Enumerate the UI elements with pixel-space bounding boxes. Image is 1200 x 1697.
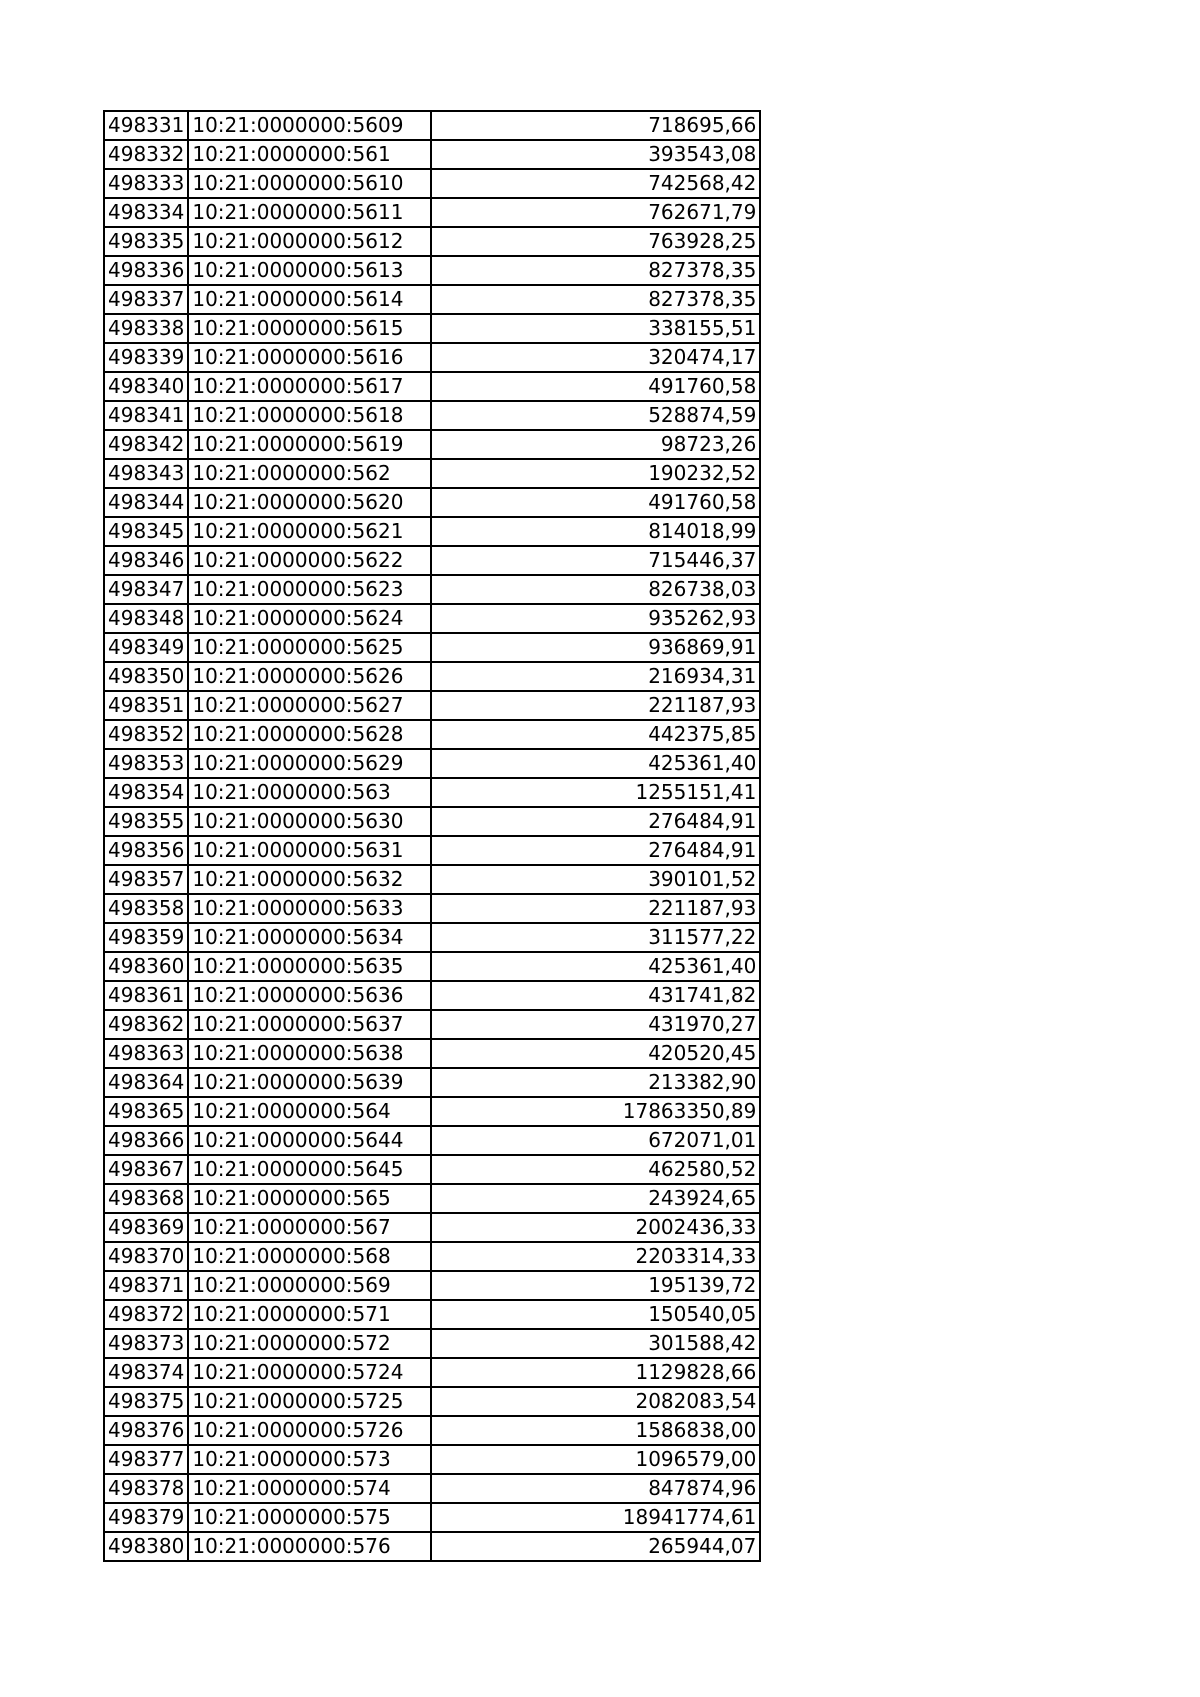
amount-cell: 1096579,00 (431, 1445, 760, 1474)
table-row (104, 952, 760, 981)
cadastral-number-cell: 10:21:0000000:5620 (188, 488, 431, 517)
table-row (104, 1242, 760, 1271)
table-row (104, 285, 760, 314)
cadastral-number-cell: 10:21:0000000:564 (188, 1097, 431, 1126)
table-row (104, 1184, 760, 1213)
cadastral-number-cell: 10:21:0000000:5637 (188, 1010, 431, 1039)
amount-cell: 936869,91 (431, 633, 760, 662)
cadastral-number-cell: 10:21:0000000:5625 (188, 633, 431, 662)
row-id-cell: 498380 (104, 1532, 188, 1561)
amount-cell: 742568,42 (431, 169, 760, 198)
amount-cell: 195139,72 (431, 1271, 760, 1300)
cadastral-number-cell: 10:21:0000000:5626 (188, 662, 431, 691)
amount-cell: 442375,85 (431, 720, 760, 749)
cadastral-number-cell: 10:21:0000000:5638 (188, 1039, 431, 1068)
amount-cell: 243924,65 (431, 1184, 760, 1213)
amount-cell: 847874,96 (431, 1474, 760, 1503)
amount-cell: 491760,58 (431, 488, 760, 517)
row-id-cell: 498346 (104, 546, 188, 575)
amount-cell: 276484,91 (431, 807, 760, 836)
cadastral-number-cell: 10:21:0000000:573 (188, 1445, 431, 1474)
amount-cell: 18941774,61 (431, 1503, 760, 1532)
table-row (104, 865, 760, 894)
table-row (104, 1387, 760, 1416)
cadastral-number-cell: 10:21:0000000:5630 (188, 807, 431, 836)
amount-cell: 216934,31 (431, 662, 760, 691)
cadastral-number-cell: 10:21:0000000:5611 (188, 198, 431, 227)
row-id-cell: 498339 (104, 343, 188, 372)
row-id-cell: 498342 (104, 430, 188, 459)
cadastral-number-cell: 10:21:0000000:562 (188, 459, 431, 488)
row-id-cell: 498363 (104, 1039, 188, 1068)
table-row (104, 894, 760, 923)
row-id-cell: 498332 (104, 140, 188, 169)
amount-cell: 311577,22 (431, 923, 760, 952)
row-id-cell: 498336 (104, 256, 188, 285)
amount-cell: 393543,08 (431, 140, 760, 169)
cadastral-number-cell: 10:21:0000000:567 (188, 1213, 431, 1242)
table-row (104, 662, 760, 691)
table-row (104, 691, 760, 720)
cadastral-number-cell: 10:21:0000000:5621 (188, 517, 431, 546)
cadastral-number-cell: 10:21:0000000:572 (188, 1329, 431, 1358)
amount-cell: 827378,35 (431, 256, 760, 285)
row-id-cell: 498370 (104, 1242, 188, 1271)
row-id-cell: 498337 (104, 285, 188, 314)
cadastral-number-cell: 10:21:0000000:5613 (188, 256, 431, 285)
amount-cell: 1255151,41 (431, 778, 760, 807)
row-id-cell: 498369 (104, 1213, 188, 1242)
table-row (104, 430, 760, 459)
amount-cell: 98723,26 (431, 430, 760, 459)
amount-cell: 491760,58 (431, 372, 760, 401)
table-row (104, 140, 760, 169)
table-row (104, 314, 760, 343)
row-id-cell: 498372 (104, 1300, 188, 1329)
cadastral-number-cell: 10:21:0000000:5645 (188, 1155, 431, 1184)
table-row (104, 1155, 760, 1184)
cadastral-number-cell: 10:21:0000000:5629 (188, 749, 431, 778)
row-id-cell: 498375 (104, 1387, 188, 1416)
amount-cell: 265944,07 (431, 1532, 760, 1561)
table-body (104, 111, 760, 1561)
table-row (104, 1358, 760, 1387)
row-id-cell: 498379 (104, 1503, 188, 1532)
cadastral-number-cell: 10:21:0000000:5612 (188, 227, 431, 256)
cadastral-number-cell: 10:21:0000000:569 (188, 1271, 431, 1300)
cadastral-number-cell: 10:21:0000000:5644 (188, 1126, 431, 1155)
row-id-cell: 498347 (104, 575, 188, 604)
row-id-cell: 498365 (104, 1097, 188, 1126)
cadastral-number-cell: 10:21:0000000:565 (188, 1184, 431, 1213)
cadastral-number-cell: 10:21:0000000:5724 (188, 1358, 431, 1387)
amount-cell: 827378,35 (431, 285, 760, 314)
row-id-cell: 498373 (104, 1329, 188, 1358)
table-row (104, 546, 760, 575)
row-id-cell: 498348 (104, 604, 188, 633)
cadastral-number-cell: 10:21:0000000:5609 (188, 111, 431, 140)
amount-cell: 320474,17 (431, 343, 760, 372)
table-row (104, 1474, 760, 1503)
amount-cell: 672071,01 (431, 1126, 760, 1155)
cadastral-number-cell: 10:21:0000000:5628 (188, 720, 431, 749)
amount-cell: 276484,91 (431, 836, 760, 865)
table-row (104, 1010, 760, 1039)
table-row (104, 517, 760, 546)
row-id-cell: 498344 (104, 488, 188, 517)
cadastral-number-cell: 10:21:0000000:5616 (188, 343, 431, 372)
row-id-cell: 498368 (104, 1184, 188, 1213)
amount-cell: 1129828,66 (431, 1358, 760, 1387)
row-id-cell: 498376 (104, 1416, 188, 1445)
table-row (104, 488, 760, 517)
table-row (104, 1097, 760, 1126)
cadastral-number-cell: 10:21:0000000:5623 (188, 575, 431, 604)
amount-cell: 221187,93 (431, 894, 760, 923)
amount-cell: 528874,59 (431, 401, 760, 430)
data-table (103, 110, 761, 1562)
cadastral-number-cell: 10:21:0000000:5615 (188, 314, 431, 343)
table-row (104, 836, 760, 865)
amount-cell: 762671,79 (431, 198, 760, 227)
row-id-cell: 498355 (104, 807, 188, 836)
row-id-cell: 498354 (104, 778, 188, 807)
amount-cell: 213382,90 (431, 1068, 760, 1097)
amount-cell: 17863350,89 (431, 1097, 760, 1126)
amount-cell: 462580,52 (431, 1155, 760, 1184)
amount-cell: 190232,52 (431, 459, 760, 488)
row-id-cell: 498334 (104, 198, 188, 227)
row-id-cell: 498364 (104, 1068, 188, 1097)
amount-cell: 338155,51 (431, 314, 760, 343)
row-id-cell: 498335 (104, 227, 188, 256)
table-row (104, 633, 760, 662)
row-id-cell: 498358 (104, 894, 188, 923)
table-row (104, 1416, 760, 1445)
row-id-cell: 498353 (104, 749, 188, 778)
amount-cell: 425361,40 (431, 749, 760, 778)
cadastral-number-cell: 10:21:0000000:5636 (188, 981, 431, 1010)
table-row (104, 1329, 760, 1358)
row-id-cell: 498359 (104, 923, 188, 952)
table-row (104, 343, 760, 372)
row-id-cell: 498351 (104, 691, 188, 720)
amount-cell: 431970,27 (431, 1010, 760, 1039)
row-id-cell: 498356 (104, 836, 188, 865)
row-id-cell: 498331 (104, 111, 188, 140)
amount-cell: 814018,99 (431, 517, 760, 546)
amount-cell: 2002436,33 (431, 1213, 760, 1242)
table-row (104, 1068, 760, 1097)
cadastral-number-cell: 10:21:0000000:5726 (188, 1416, 431, 1445)
row-id-cell: 498378 (104, 1474, 188, 1503)
cadastral-number-cell: 10:21:0000000:5639 (188, 1068, 431, 1097)
row-id-cell: 498374 (104, 1358, 188, 1387)
table-row (104, 749, 760, 778)
cadastral-number-cell: 10:21:0000000:561 (188, 140, 431, 169)
table-row (104, 227, 760, 256)
table-row (104, 1503, 760, 1532)
table-row (104, 923, 760, 952)
amount-cell: 301588,42 (431, 1329, 760, 1358)
cadastral-number-cell: 10:21:0000000:5632 (188, 865, 431, 894)
row-id-cell: 498377 (104, 1445, 188, 1474)
table-row (104, 720, 760, 749)
amount-cell: 221187,93 (431, 691, 760, 720)
amount-cell: 1586838,00 (431, 1416, 760, 1445)
table-row (104, 1126, 760, 1155)
amount-cell: 2203314,33 (431, 1242, 760, 1271)
row-id-cell: 498366 (104, 1126, 188, 1155)
row-id-cell: 498357 (104, 865, 188, 894)
table-row (104, 372, 760, 401)
row-id-cell: 498361 (104, 981, 188, 1010)
table-row (104, 981, 760, 1010)
amount-cell: 935262,93 (431, 604, 760, 633)
table-row (104, 401, 760, 430)
row-id-cell: 498350 (104, 662, 188, 691)
row-id-cell: 498352 (104, 720, 188, 749)
cadastral-number-cell: 10:21:0000000:571 (188, 1300, 431, 1329)
row-id-cell: 498367 (104, 1155, 188, 1184)
row-id-cell: 498340 (104, 372, 188, 401)
table-row (104, 1213, 760, 1242)
amount-cell: 763928,25 (431, 227, 760, 256)
table-row (104, 1445, 760, 1474)
table-row (104, 1271, 760, 1300)
amount-cell: 420520,45 (431, 1039, 760, 1068)
amount-cell: 390101,52 (431, 865, 760, 894)
cadastral-number-cell: 10:21:0000000:568 (188, 1242, 431, 1271)
row-id-cell: 498362 (104, 1010, 188, 1039)
row-id-cell: 498343 (104, 459, 188, 488)
cadastral-number-cell: 10:21:0000000:5633 (188, 894, 431, 923)
cadastral-number-cell: 10:21:0000000:576 (188, 1532, 431, 1561)
row-id-cell: 498360 (104, 952, 188, 981)
table-row (104, 1039, 760, 1068)
table-row (104, 604, 760, 633)
row-id-cell: 498345 (104, 517, 188, 546)
amount-cell: 150540,05 (431, 1300, 760, 1329)
table-row (104, 1532, 760, 1561)
amount-cell: 715446,37 (431, 546, 760, 575)
amount-cell: 431741,82 (431, 981, 760, 1010)
row-id-cell: 498341 (104, 401, 188, 430)
table-row (104, 256, 760, 285)
amount-cell: 2082083,54 (431, 1387, 760, 1416)
cadastral-number-cell: 10:21:0000000:575 (188, 1503, 431, 1532)
table-row (104, 198, 760, 227)
cadastral-number-cell: 10:21:0000000:574 (188, 1474, 431, 1503)
table-row (104, 111, 760, 140)
cadastral-number-cell: 10:21:0000000:563 (188, 778, 431, 807)
amount-cell: 718695,66 (431, 111, 760, 140)
cadastral-number-cell: 10:21:0000000:5631 (188, 836, 431, 865)
amount-cell: 826738,03 (431, 575, 760, 604)
row-id-cell: 498338 (104, 314, 188, 343)
table-row (104, 807, 760, 836)
cadastral-number-cell: 10:21:0000000:5634 (188, 923, 431, 952)
cadastral-number-cell: 10:21:0000000:5635 (188, 952, 431, 981)
cadastral-number-cell: 10:21:0000000:5627 (188, 691, 431, 720)
table-row (104, 459, 760, 488)
cadastral-number-cell: 10:21:0000000:5614 (188, 285, 431, 314)
cadastral-number-cell: 10:21:0000000:5624 (188, 604, 431, 633)
cadastral-number-cell: 10:21:0000000:5619 (188, 430, 431, 459)
table-row (104, 575, 760, 604)
cadastral-number-cell: 10:21:0000000:5725 (188, 1387, 431, 1416)
table-row (104, 1300, 760, 1329)
cadastral-number-cell: 10:21:0000000:5618 (188, 401, 431, 430)
row-id-cell: 498349 (104, 633, 188, 662)
table-row (104, 169, 760, 198)
row-id-cell: 498371 (104, 1271, 188, 1300)
amount-cell: 425361,40 (431, 952, 760, 981)
cadastral-number-cell: 10:21:0000000:5610 (188, 169, 431, 198)
cadastral-number-cell: 10:21:0000000:5622 (188, 546, 431, 575)
row-id-cell: 498333 (104, 169, 188, 198)
cadastral-number-cell: 10:21:0000000:5617 (188, 372, 431, 401)
table-row (104, 778, 760, 807)
